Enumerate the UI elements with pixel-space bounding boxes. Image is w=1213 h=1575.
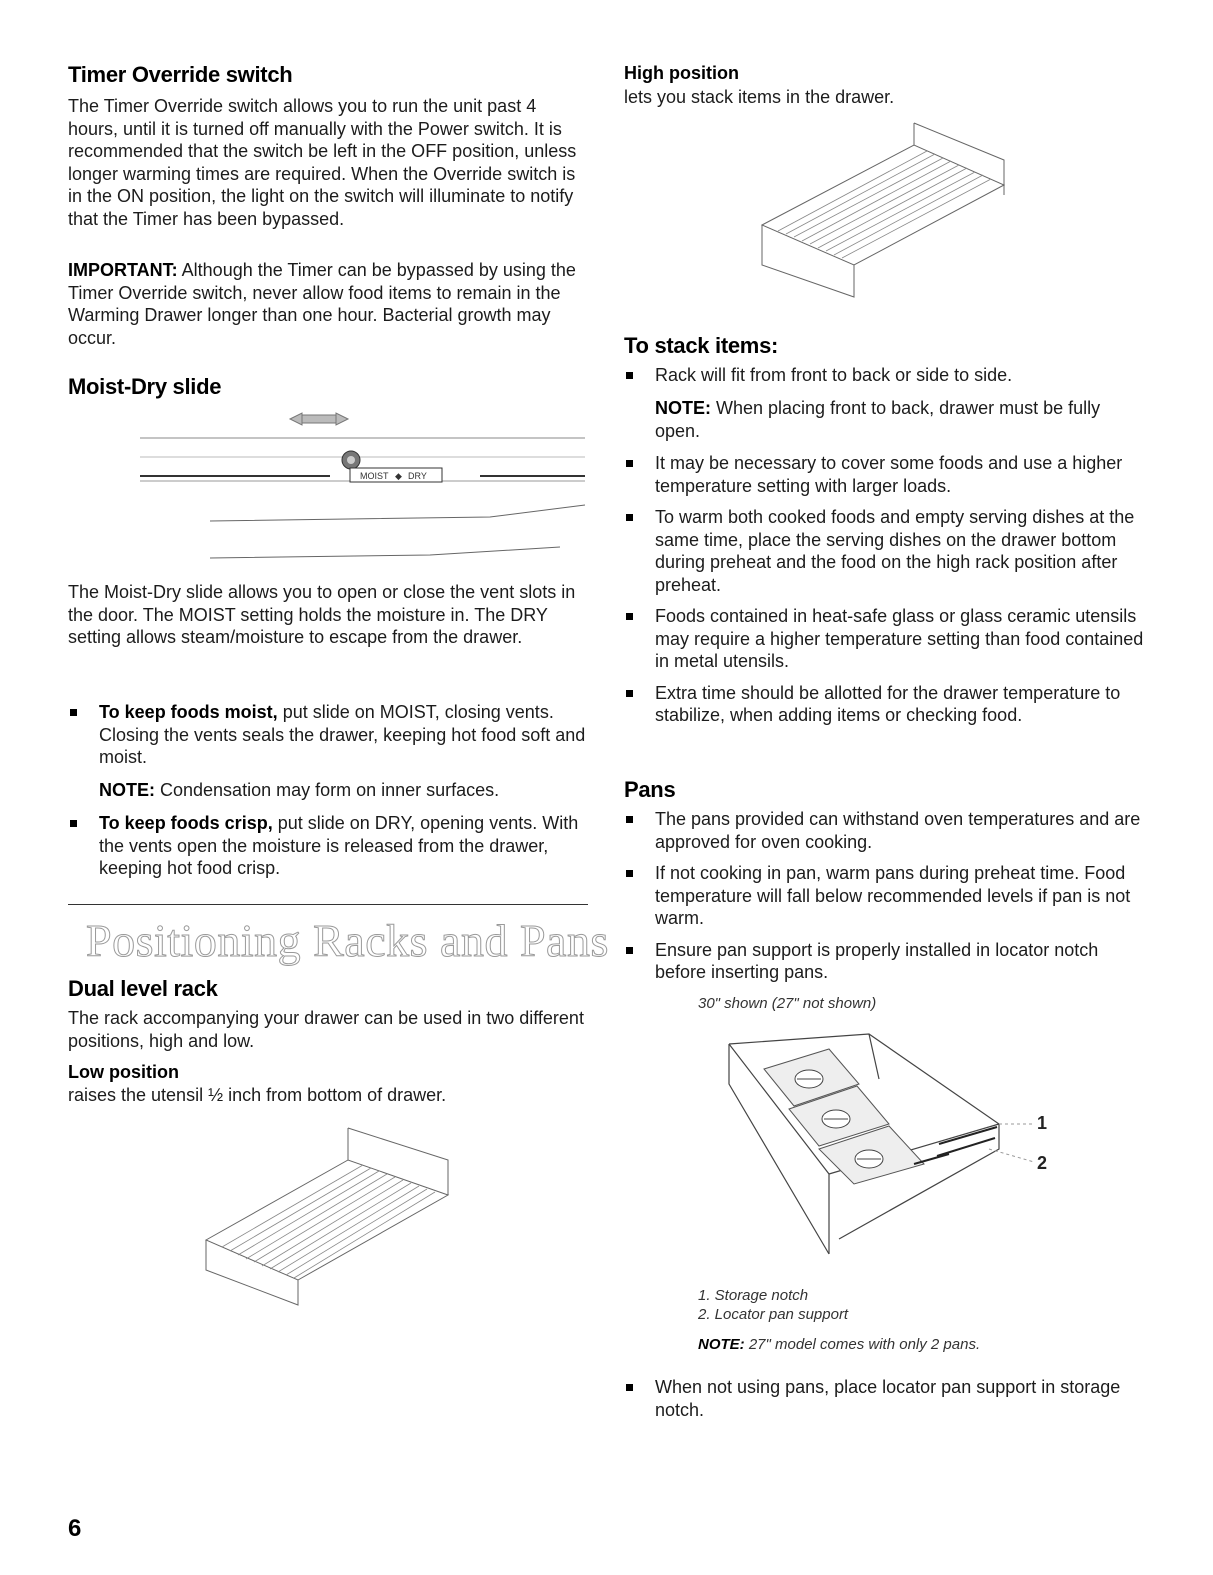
list-item: When not using pans, place locator pan support in storage notch. (624, 1376, 1149, 1421)
list-item: The pans provided can withstand oven temperatures and are approved for oven cooking. (624, 808, 1149, 853)
pans-list-2 (624, 1376, 1149, 1421)
to-stack-items-heading: To stack items: (624, 333, 779, 358)
list-item: If not cooking in pan, warm pans during preheat time. Food temperature will fall below recommended levels if pan is not warm. (624, 862, 1149, 930)
moist-dry-list (68, 701, 588, 769)
pans-heading: Pans (624, 777, 676, 802)
list-item: Rack will fit from front to back or side to side. (624, 364, 1149, 387)
list-item: It may be necessary to cover some foods and use a higher temperature setting with larger loads. (624, 452, 1149, 497)
high-position-heading: High position (624, 63, 739, 83)
low-position-rack-illustration (198, 1120, 498, 1310)
stack-note: NOTE: When placing front to back, drawer must be fully open. (655, 398, 1101, 441)
list-item: Foods contained in heat-safe glass or glass ceramic utensils may require a higher temperature setting than food contained in metal utensils. (624, 605, 1149, 673)
important-text: Although the Timer can be bypassed by using the Timer Override switch, never allow food items to remain in the Warming Drawer longer than one hour. Bacterial growth may occur. (68, 260, 576, 348)
callout-storage-notch: 1 (1037, 1113, 1048, 1133)
legend-storage-notch: 1. Storage notch (698, 1287, 809, 1304)
list-item: To warm both cooked foods and empty serving dishes at the same time, place the serving dishes on the drawer bottom during preheat and the food on the high rack position after preheat. (624, 506, 1149, 596)
high-position-rack-illustration (754, 115, 1014, 305)
slide-moist-label: MOIST (360, 471, 389, 481)
page-number: 6 (68, 1515, 82, 1542)
callout-locator-support: 2 (1037, 1153, 1048, 1173)
moist-dry-body: The Moist-Dry slide allows you to open or close the vent slots in the door. The MOIST setting holds the moisture in. The DRY setting allows steam/moisture to escape from the drawer. (68, 582, 576, 647)
figure-caption: 30" shown (27" not shown) (698, 995, 877, 1012)
important-label: IMPORTANT: (68, 260, 178, 280)
callout-leader-lines (989, 1124, 1034, 1162)
moist-dry-list-2 (68, 812, 588, 880)
moist-dry-heading: Moist-Dry slide (68, 374, 222, 399)
condensation-note: NOTE: Condensation may form on inner surfaces. (99, 780, 500, 800)
important-paragraph (68, 259, 588, 349)
stack-list-2 (624, 452, 1149, 727)
section-title: Positioning Racks and Pans (86, 915, 609, 966)
low-position-text: raises the utensil ½ inch from bottom of drawer. (68, 1085, 447, 1105)
section-divider (68, 904, 588, 905)
legend-locator-pan-support: 2. Locator pan support (698, 1306, 849, 1323)
pans-note: NOTE: 27" model comes with only 2 pans. (698, 1336, 981, 1353)
timer-override-heading: Timer Override switch (68, 62, 293, 87)
dual-level-rack-body: The rack accompanying your drawer can be used in two different positions, high and low. (68, 1008, 584, 1051)
dual-level-rack-heading: Dual level rack (68, 976, 218, 1001)
slide-arrows-icon (290, 413, 348, 425)
pans-list (624, 808, 1149, 984)
stack-list (624, 364, 1149, 387)
high-position-text: lets you stack items in the drawer. (624, 87, 895, 107)
list-item: Extra time should be allotted for the drawer temperature to stabilize, when adding items or checking food. (624, 682, 1149, 727)
list-item: Ensure pan support is properly installed in locator notch before inserting pans. (624, 939, 1149, 984)
list-item: To keep foods moist, put slide on MOIST, closing vents. Closing the vents seals the drawer, keeping hot food soft and moist. (68, 701, 588, 769)
svg-text:◆: ◆ (395, 471, 402, 481)
list-item: To keep foods crisp, put slide on DRY, opening vents. With the vents open the moisture is released from the drawer, keeping hot food crisp. (68, 812, 588, 880)
slide-knob-icon (342, 451, 360, 469)
timer-override-body: The Timer Override switch allows you to run the unit past 4 hours, until it is turned off manually with the Power switch. It is recommended that the switch be left in the OFF position, unless longer warming times are required. When the Override switch is in the ON position, the light on the switch will illuminate to notify that the Timer has been bypassed. (68, 96, 577, 229)
moist-dry-slide-illustration (130, 405, 590, 570)
low-position-heading: Low position (68, 1062, 179, 1082)
drawer-pans-illustration (719, 1024, 1059, 1274)
slide-dry-label: DRY (408, 471, 427, 481)
